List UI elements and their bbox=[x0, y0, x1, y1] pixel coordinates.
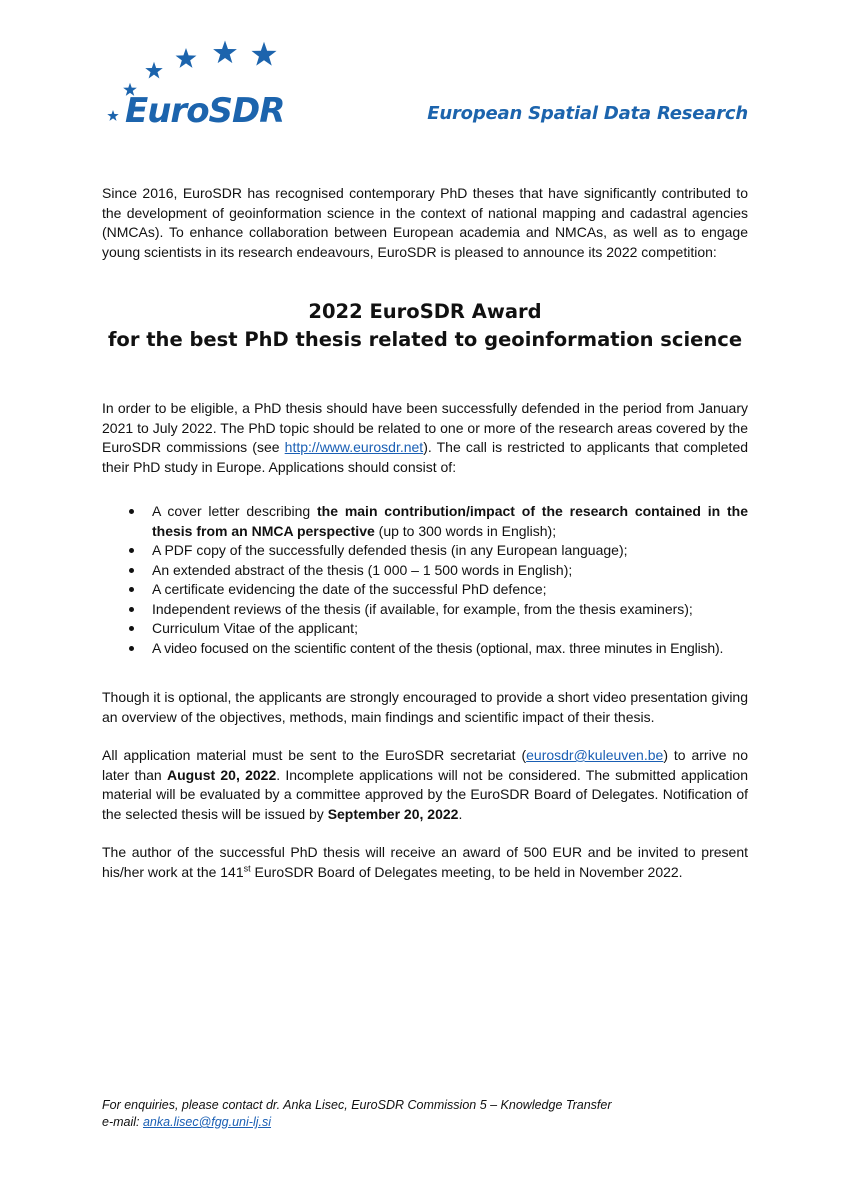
list-item-text: A cover letter describing bbox=[152, 503, 317, 519]
submission-text: All application material must be sent to the EuroSDR secretariat ( bbox=[102, 747, 527, 763]
requirements-section bbox=[102, 502, 748, 658]
list-item: A PDF copy of the successfully defended thesis (in any European language); bbox=[102, 541, 748, 561]
award-title-line2: for the best PhD thesis related to geoinformation science bbox=[107, 328, 743, 351]
eligibility-text-2: ). The call is restricted to applicants that completed their PhD study in Europe. Applications should consist of: bbox=[102, 439, 749, 475]
requirements-list bbox=[102, 502, 748, 658]
submission-text: . Incomplete applications will not be considered. The submitted application material will be evaluated by a committee approved by the EuroSDR Board of Delegates. Notification of the selected thesis will be issued by bbox=[102, 766, 748, 822]
footer bbox=[102, 1097, 612, 1131]
list-item: A certificate evidencing the date of the successful PhD defence; bbox=[102, 580, 748, 600]
submission-paragraph bbox=[102, 746, 748, 824]
intro-section bbox=[102, 184, 748, 262]
intro-paragraph: Since 2016, EuroSDR has recognised contemporary PhD theses that have significantly contributed to the development of geoinformation science in the context of national mapping and cadastral agencies (NMCAs). To enhance collaboration between European academia and NMCAs, as well as to engage young scientists in its research endeavours, EuroSDR is pleased to announce its 2022 competition: bbox=[102, 185, 748, 260]
footer-email-label: e-mail: bbox=[102, 1115, 143, 1129]
award-text: The author of the successful PhD thesis will receive an award of 500 EUR and be invited to present his/her work at the 141 bbox=[102, 844, 748, 880]
list-item: Curriculum Vitae of the applicant; bbox=[102, 619, 748, 639]
list-item: A video focused on the scientific content of the thesis (optional, max. three minutes in English). bbox=[102, 639, 748, 659]
logo-text: EuroSDR bbox=[125, 91, 285, 128]
eligibility-section bbox=[102, 399, 748, 477]
deadline-date: August 20, 2022 bbox=[166, 766, 277, 783]
eligibility-text-1: In order to be eligible, a PhD thesis should have been successfully defended in the period from January 2021 to July 2022. The PhD topic should be related to one or more of the research areas covered by the EuroSDR commissions (see bbox=[102, 400, 748, 455]
award-title-line1: 2022 EuroSDR Award bbox=[308, 300, 542, 323]
eurosdr-logo bbox=[100, 36, 290, 128]
list-item: Independent reviews of the thesis (if available, for example, from the thesis examiners); bbox=[102, 600, 748, 620]
list-item-text: (up to 300 words in English); bbox=[374, 522, 557, 539]
notification-date: September 20, 2022 bbox=[327, 805, 459, 822]
award-paragraph bbox=[102, 843, 748, 882]
eurosdr-website-link[interactable]: http://www.eurosdr.net bbox=[284, 439, 424, 455]
award-section bbox=[102, 843, 748, 882]
eligibility-paragraph bbox=[102, 399, 748, 477]
list-item-bold-text: the main contribution/impact of the research contained in the thesis from an NMCA perspective bbox=[152, 503, 749, 539]
footer-email-line bbox=[102, 1114, 612, 1131]
footer-contact: For enquiries, please contact dr. Anka Lisec, EuroSDR Commission 5 – Knowledge Transfer bbox=[102, 1098, 612, 1112]
video-note-section bbox=[102, 688, 748, 727]
contact-email-link[interactable]: anka.lisec@fgg.uni-lj.si bbox=[142, 1115, 272, 1129]
list-item: An extended abstract of the thesis (1 000 – 1 500 words in English); bbox=[102, 561, 748, 581]
list-item bbox=[102, 502, 748, 541]
tagline: European Spatial Data Research bbox=[427, 103, 748, 124]
submission-text: ) to arrive no later than bbox=[102, 747, 748, 783]
award-title bbox=[102, 298, 748, 354]
secretariat-email-link[interactable]: eurosdr@kuleuven.be bbox=[526, 747, 664, 763]
award-text: EuroSDR Board of Delegates meeting, to be held in November 2022. bbox=[250, 863, 683, 880]
submission-text: . bbox=[458, 805, 463, 822]
submission-section bbox=[102, 746, 748, 824]
video-note-paragraph: Though it is optional, the applicants are strongly encouraged to provide a short video presentation giving an overview of the objectives, methods, main findings and scientific impact of their thesis. bbox=[102, 689, 748, 725]
ordinal-suffix: st bbox=[243, 862, 251, 873]
logo-graphic bbox=[100, 36, 290, 128]
